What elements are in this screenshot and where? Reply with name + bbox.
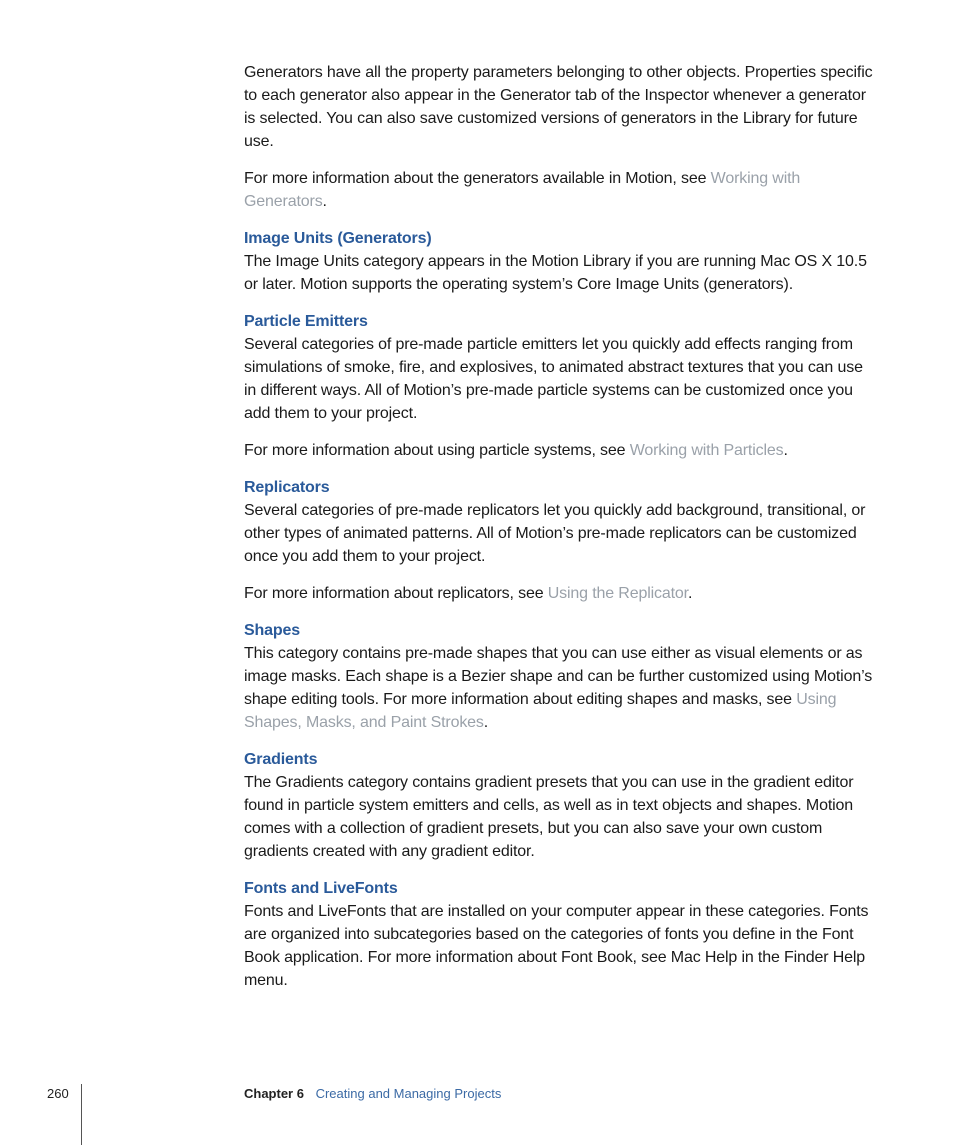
particle-more-text: For more information about using particle systems, see xyxy=(244,442,630,459)
heading-particle-emitters: Particle Emitters xyxy=(244,313,368,330)
heading-shapes: Shapes xyxy=(244,622,301,639)
shapes-body-end: . xyxy=(483,714,489,731)
chapter-label: Chapter 6 xyxy=(244,1086,304,1101)
working-with-generators-link[interactable]: Working with Generators xyxy=(244,170,801,210)
shapes-body-text: This category contains pre-made shapes that you can use either as visual elements or as image masks. Each shape is a Bezier shape and can be further customized using Motion’s shape editing tools. For more information about editing shapes and masks, see xyxy=(244,645,873,708)
replicators-more-text: For more information about replicators, see xyxy=(244,585,548,602)
page-content xyxy=(244,61,876,1006)
heading-replicators: Replicators xyxy=(244,479,330,496)
footer-divider xyxy=(81,1084,82,1145)
image-units-body: The Image Units category appears in the Motion Library if you are running Mac OS X 10.5 or later. Motion supports the operating system’s Core Image Units (generators). xyxy=(244,253,867,293)
intro-more-end: . xyxy=(322,193,327,210)
chapter-title[interactable]: Creating and Managing Projects xyxy=(315,1086,502,1101)
replicators-more-end: . xyxy=(687,585,693,602)
replicators-more-info xyxy=(244,582,876,605)
particle-emitters-body: Several categories of pre-made particle emitters let you quickly add effects ranging from simulations of smoke, fire, and explosives, to animated abstract textures that you can use in different ways. All of Motion’s pre-made particle systems can be customized once you add them to your project. xyxy=(244,336,863,422)
intro-more-info xyxy=(244,167,876,213)
shapes-body xyxy=(244,642,876,734)
using-the-replicator-link[interactable]: Using the Replicator xyxy=(547,585,688,602)
intro-paragraph: Generators have all the property parameters belonging to other objects. Properties specific to each generator also appear in the Generator tab of the Inspector whenever a generator is selected. You can also save customized versions of generators in the Library for future use. xyxy=(244,64,873,150)
page-number: 260 xyxy=(47,1086,69,1101)
heading-fonts-livefonts: Fonts and LiveFonts xyxy=(244,880,398,897)
particle-more-info xyxy=(244,439,876,462)
heading-gradients: Gradients xyxy=(244,751,318,768)
heading-image-units: Image Units (Generators) xyxy=(244,230,432,247)
using-shapes-masks-link[interactable]: Using Shapes, Masks, and Paint Strokes xyxy=(244,691,837,731)
chapter-footer xyxy=(244,1086,501,1101)
intro-more-text: For more information about the generators available in Motion, see xyxy=(244,170,711,187)
replicators-body: Several categories of pre-made replicators let you quickly add background, transitional, or other types of animated patterns. All of Motion’s pre-made replicators can be customized once you add them to your project. xyxy=(244,502,866,565)
gradients-body: The Gradients category contains gradient presets that you can use in the gradient editor found in particle system emitters and cells, as well as in text objects and shapes. Motion comes with a collection of gradient presets, but you can also save your own custom gradients created with any gradient editor. xyxy=(244,774,854,860)
working-with-particles-link[interactable]: Working with Particles xyxy=(629,442,784,459)
fonts-body: Fonts and LiveFonts that are installed on your computer appear in these categories. Fonts are organized into subcategories based on the categories of fonts you define in the Font Book application. For more information about Font Book, see Mac Help in the Finder Help menu. xyxy=(244,903,869,989)
particle-more-end: . xyxy=(783,442,788,459)
